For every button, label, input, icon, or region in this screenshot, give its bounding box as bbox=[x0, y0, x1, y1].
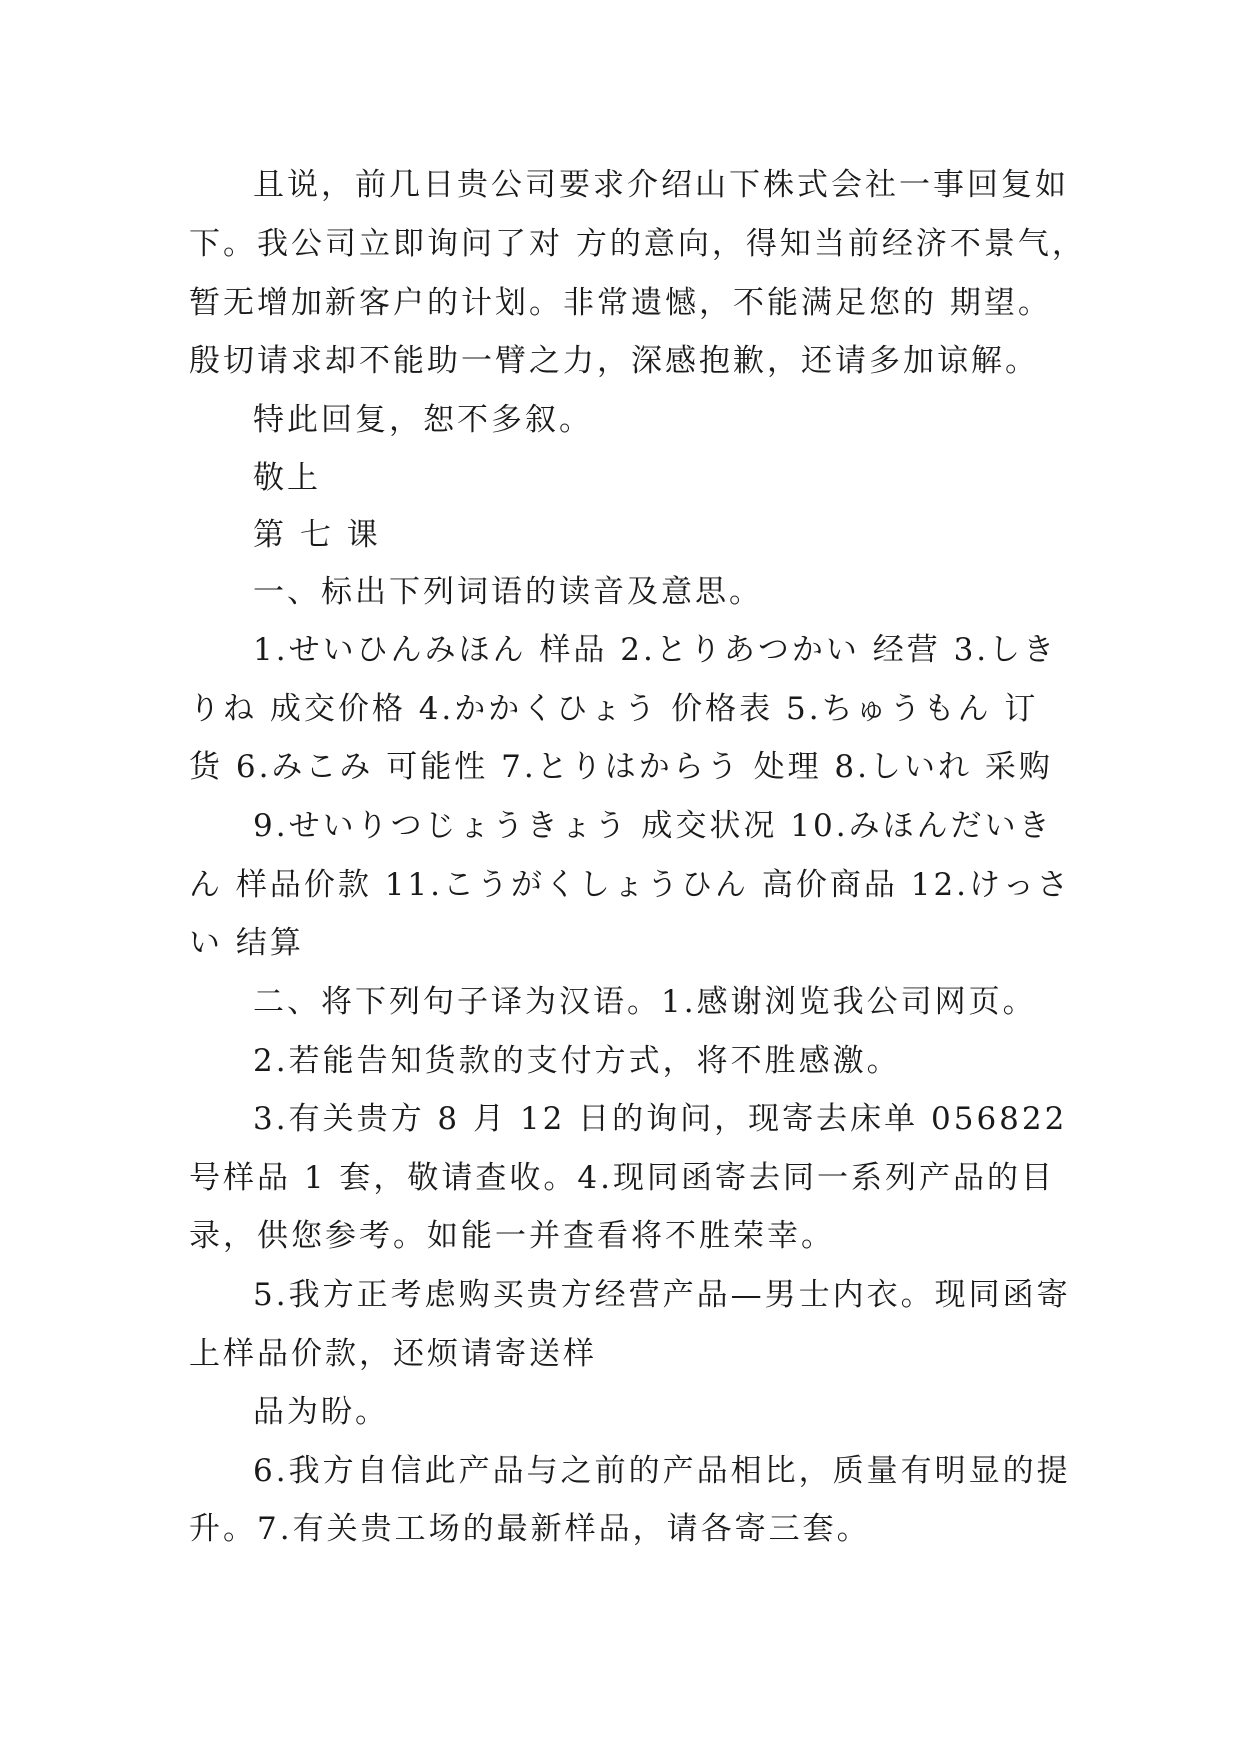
paragraph-line: 特此回复，恕不多叙。 bbox=[253, 402, 593, 438]
paragraph-line: 下。我公司立即询问了对 方的意向，得知当前经济不景气， bbox=[189, 226, 1086, 262]
paragraph-line: 录，供您参考。如能一并查看将不胜荣幸。 bbox=[189, 1218, 835, 1254]
paragraph-line: 殷切请求却不能助一臂之力，深感抱歉，还请多加谅解。 bbox=[189, 343, 1039, 379]
paragraph-line: 且说，前几日贵公司要求介绍山下株式会社一事回复如 bbox=[253, 167, 1069, 203]
paragraph-line: ん 样品价款 11.こうがくしょうひん 高价商品 12.けっさ bbox=[189, 867, 1072, 903]
lesson-heading: 第 七 课 bbox=[253, 517, 381, 553]
paragraph-line: 2.若能告知货款的支付方式，将不胜感激。 bbox=[253, 1043, 901, 1079]
section-heading: 二、将下列句子译为汉语。1.感谢浏览我公司网页。 bbox=[253, 984, 1037, 1020]
paragraph-line: 货 6.みこみ 可能性 7.とりはからう 处理 8.しいれ 采购 bbox=[189, 749, 1053, 785]
paragraph-line: 3.有关贵方 8 月 12 日的询问，现寄去床单 056822 bbox=[253, 1101, 1068, 1137]
paragraph-line: 6.我方自信此产品与之前的产品相比，质量有明显的提 bbox=[253, 1453, 1071, 1489]
paragraph-line: 品为盼。 bbox=[253, 1394, 389, 1430]
paragraph-line: りね 成交价格 4.かかくひょう 价格表 5.ちゅうもん 订 bbox=[189, 691, 1039, 727]
paragraph-line: い 结算 bbox=[189, 925, 304, 961]
paragraph-line: 5.我方正考虑购买贵方经营产品—男士内衣。现同函寄 bbox=[253, 1277, 1071, 1313]
paragraph-line: 号样品 1 套，敬请查收。4.现同函寄去同一系列产品的目 bbox=[189, 1160, 1056, 1196]
paragraph-line: 暂无增加新客户的计划。非常遗憾，不能满足您的 期望。 bbox=[189, 285, 1052, 321]
paragraph-line: 1.せいひんみほん 样品 2.とりあつかい 经营 3.しき bbox=[253, 632, 1058, 668]
paragraph-line: 升。7.有关贵工场的最新样品，请各寄三套。 bbox=[189, 1511, 871, 1547]
section-heading: 一、标出下列词语的读音及意思。 bbox=[253, 574, 763, 610]
paragraph-line: 上样品价款，还烦请寄送样 bbox=[189, 1336, 597, 1372]
closing-line: 敬上 bbox=[253, 460, 321, 496]
paragraph-line: 9.せいりつじょうきょう 成交状况 10.みほんだいき bbox=[253, 808, 1053, 844]
